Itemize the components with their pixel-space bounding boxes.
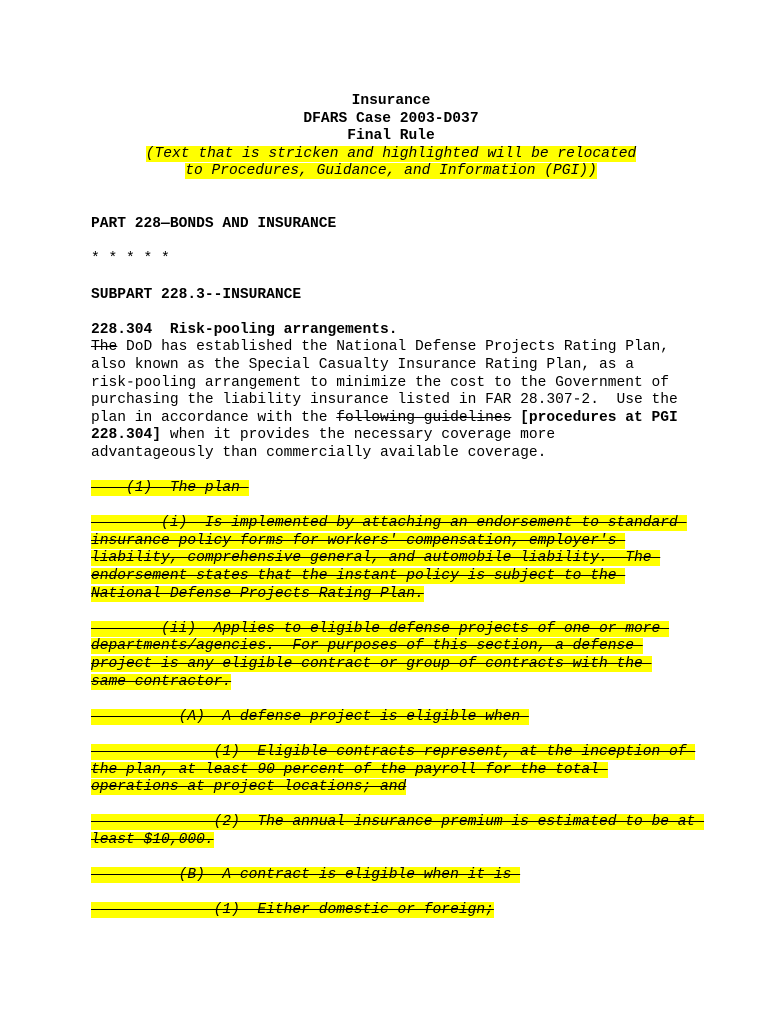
stricken-text-line: insurance policy forms for workers' compensation, employer's xyxy=(91,532,626,549)
stricken-text-line: (ii) Applies to eligible defense projects of one or more xyxy=(91,620,670,637)
stricken-text-line: departments/agencies. For purposes of this section, a defense xyxy=(91,638,643,655)
stricken-text-line: liability, comprehensive general, and automobile liability. The xyxy=(91,550,661,567)
stricken-paragraph-7 xyxy=(91,867,691,885)
inserted-text: [procedures at PGI xyxy=(511,409,678,426)
stricken-paragraph-3 xyxy=(91,621,691,691)
stricken-text-line: operations at project locations; and xyxy=(91,779,407,796)
part-heading: PART 228—BONDS AND INSURANCE xyxy=(91,216,337,233)
stricken-paragraph-8 xyxy=(91,902,691,920)
doc-rule-type: Final Rule xyxy=(347,128,435,145)
stricken-paragraph-4 xyxy=(91,709,691,727)
stricken-text-line: (i) Is implemented by attaching an endorsement to standard xyxy=(91,515,687,532)
relocation-note-line-2: to Procedures, Guidance, and Information (PGI)) xyxy=(185,163,597,180)
stricken-text-line: (1) Eligible contracts represent, at the inception of xyxy=(91,743,696,760)
section-text-line: The DoD has established the National Defense Projects Rating Plan, xyxy=(91,339,670,356)
stricken-paragraph-5 xyxy=(91,743,696,797)
section-text-line: plan in accordance with the following guidelines [procedures at PGI xyxy=(91,409,678,426)
struck-text: following guidelines xyxy=(336,409,512,426)
stricken-text-line: (A) A defense project is eligible when xyxy=(91,708,529,725)
doc-title: Insurance xyxy=(351,93,431,109)
section-text-line: purchasing the liability insurance listed in FAR 28.307-2. Use the xyxy=(91,392,678,409)
stricken-text-line: project is any eligible contract or group of contracts with the xyxy=(91,656,652,672)
struck-text: The xyxy=(91,339,118,356)
section-text-line: 228.304] when it provides the necessary coverage more xyxy=(91,427,556,444)
stricken-paragraph-6 xyxy=(91,814,705,849)
section-heading: 228.304 Risk-pooling arrangements. xyxy=(91,321,398,338)
document-page xyxy=(91,93,705,920)
stricken-paragraph-2 xyxy=(91,515,691,603)
inserted-text: 228.304] xyxy=(91,427,162,444)
relocation-note-line-1: (Text that is stricken and highlighted will be relocated xyxy=(145,145,637,162)
stricken-text-line: least $10,000. xyxy=(91,831,214,848)
stricken-text-line: (1) The plan xyxy=(91,480,249,497)
stricken-text-line: endorsement states that the instant policy is subject to the xyxy=(91,568,626,585)
stricken-text-line: (1) Either domestic or foreign; xyxy=(91,902,494,919)
stricken-text-line: (2) The annual insurance premium is estimated to be at xyxy=(91,814,705,831)
stricken-text-line: same contractor. xyxy=(91,673,232,690)
stricken-text-line: (B) A contract is eligible when it is xyxy=(91,867,521,884)
section-text-line: risk-pooling arrangement to minimize the cost to the Government of xyxy=(91,374,670,391)
stricken-text-line: the plan, at least 90 percent of the payroll for the total xyxy=(91,761,608,778)
section-text-line: also known as the Special Casualty Insurance Rating Plan, as a xyxy=(91,356,634,373)
stricken-text-line: National Defense Projects Rating Plan. xyxy=(91,585,424,602)
doc-case-number: DFARS Case 2003-D037 xyxy=(303,110,479,127)
stricken-paragraph-1 xyxy=(91,480,691,498)
asterisks-separator: * * * * * xyxy=(91,251,170,268)
section-text-line: advantageously than commercially available coverage. xyxy=(91,444,547,461)
subpart-heading: SUBPART 228.3--INSURANCE xyxy=(91,286,302,303)
